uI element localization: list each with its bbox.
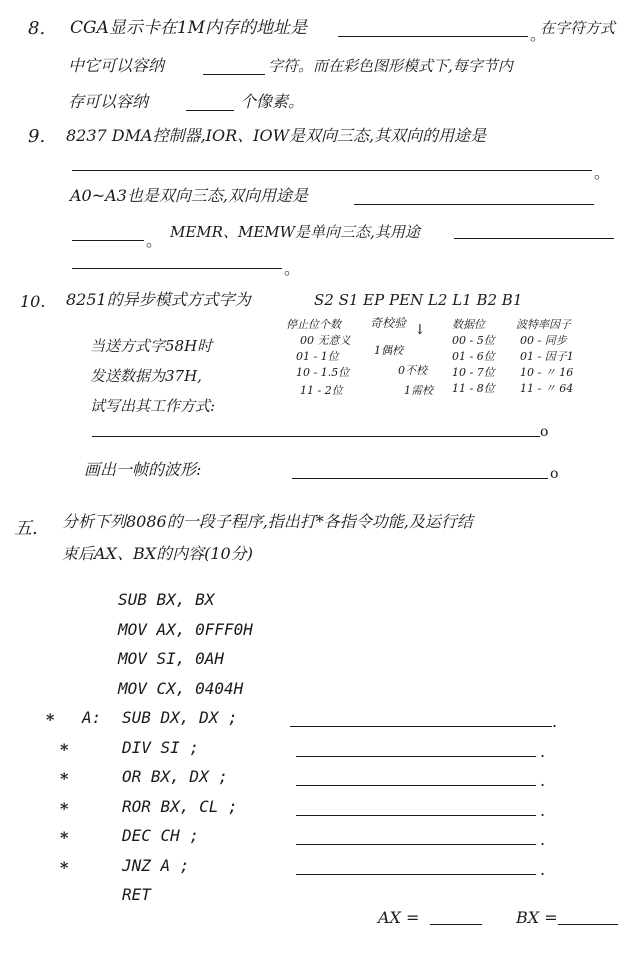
q10-col4-r1: 01 - 因子1 (520, 350, 574, 363)
q9-line1: 8237 DMA控制器,IOR、IOW是双向三态,其双向的用途是 (66, 126, 487, 145)
q10-col2-mid: 1偶校 (374, 344, 403, 357)
q10-col3-r0: 00 - 5位 (452, 334, 495, 347)
q5-number: 五. (14, 518, 38, 539)
q10-col4-r3: 11 - 〃 64 (520, 382, 574, 395)
code-answer-end: . (552, 712, 558, 731)
q10-col4-head: 波特率因子 (516, 318, 571, 331)
q10-blank-1[interactable] (92, 436, 540, 437)
code-label: A: (82, 708, 102, 727)
code-line: SUB DX, DX ; (122, 708, 238, 727)
code-line: SUB BX, BX (118, 590, 215, 609)
q10-title: 8251的异步模式方式字为 (66, 290, 251, 309)
q10-desc1: 当送方式字58H时 (90, 337, 213, 355)
q9-blank-4[interactable] (454, 238, 614, 239)
q10-col1-r1: 01 - 1位 (296, 350, 339, 363)
code-line: MOV CX, 0404H (118, 678, 244, 698)
q10-col3-r2: 10 - 7位 (452, 366, 495, 379)
q10-number: 10. (20, 292, 46, 311)
code-answer-blank[interactable] (296, 844, 536, 845)
q10-col3-r1: 01 - 6位 (452, 350, 495, 363)
q10-col2-r1: 1需校 (404, 384, 433, 397)
q8-blank-2[interactable] (203, 74, 265, 75)
q10-col3-r3: 11 - 8位 (452, 382, 495, 395)
q10-bits: S2 S1 EP PEN L2 L1 B2 B1 (314, 291, 523, 309)
result-bx-blank[interactable] (558, 924, 618, 925)
q10-desc3: 试写出其工作方式: (90, 397, 216, 415)
code-answer-blank[interactable] (296, 874, 536, 875)
q9-blank-5[interactable] (72, 268, 282, 269)
q9-line3: MEMR、MEMW是单向三态,其用途 (170, 223, 420, 241)
q5-line1: 分析下列8086的一段子程序,指出打*各指令功能,及运行结 (62, 512, 473, 531)
code-answer-end: . (540, 800, 546, 820)
q10-arrow: ↓ (414, 322, 426, 338)
q10-col1-r3: 11 - 2位 (300, 384, 343, 397)
q8-number: 8. (28, 18, 46, 39)
q9-blank-3[interactable] (72, 240, 144, 241)
code-answer-end: . (540, 741, 546, 761)
code-answer-blank[interactable] (296, 785, 536, 786)
code-line: JNZ A ; (122, 855, 190, 875)
code-line: OR BX, DX ; (122, 767, 228, 786)
code-star-marker: * (46, 710, 55, 729)
result-bx-label: BX = (516, 908, 558, 927)
code-star-marker: * (60, 828, 69, 847)
q8-line2b: 字符。而在彩色图形模式下,每字节内 (268, 57, 513, 75)
q8-line2a: 中它可以容纳 (68, 56, 165, 75)
result-ax-blank[interactable] (430, 924, 482, 925)
q10-blank-2[interactable] (292, 478, 548, 479)
worksheet-page: 8. CGA显示卡在1M内存的地址是 。 在字符方式 中它可以容纳 字符。而在彩色图形模式下,每字节内 存可以容纳 个像素。 9. 8237 DMA控制器,IOR、IOW是双向三态,其双向的用途是 。 A0~A3也是双向三态,双向用途是 。 MEMR、MEMW是单向三态,其用途 。 10. 8251的异步模式方式字为 S2 S1 EP PEN L2 L1 B2 B1 停止位个数 00 无意义 01 - 1位 10 - 1.5位 11 - 2位 奇校验 1偶校 ↓ 0不校 1需校 数据位 00 - 5位 01 - 6位 10 - 7位 11 - 8位 波特率因子 00 - 同步 01 - 因子1 10 - 〃 16 11 - 〃 64 当送方式字58H时 发送数据为37H, 试写出其工作方式: o 画出一帧的波形: o 五. 分析下列8086的一段子程序,指出打*各指令功能,及运行结 束后AX、BX的内容(10分) SUB BX, BX MOV AX, 0FFF0H MOV SI, 0AH MOV CX, 0404H * A: SUB DX, DX ; . * DIV SI ; . * OR BX, DX ; . * ROR BX, CL ; . * DEC CH ; . * JNZ A ; . RET AX = BX = (0, 0, 630, 965)
q10-col1-r2: 10 - 1.5位 (296, 366, 350, 379)
q9-number: 9. (28, 126, 46, 147)
q10-col4-r0: 00 - 同步 (520, 334, 567, 347)
q8-line1a: CGA显示卡在1M内存的地址是 (70, 18, 308, 38)
code-star-marker: * (60, 798, 69, 818)
code-line: RET (122, 885, 151, 904)
code-line: DEC CH ; (122, 826, 200, 845)
q9-blank-1[interactable] (72, 170, 592, 171)
code-answer-blank[interactable] (290, 726, 552, 727)
q10-col2-r0: 0不校 (398, 364, 427, 377)
q10-col1-head: 停止位个数 (286, 318, 341, 331)
code-line: ROR BX, CL ; (122, 796, 238, 816)
q10-wave-label: 画出一帧的波形: (84, 460, 202, 479)
q8-line3a: 存可以容纳 (68, 92, 149, 111)
code-answer-blank[interactable] (296, 756, 536, 757)
code-answer-blank[interactable] (296, 815, 536, 816)
code-answer-end: . (540, 830, 546, 849)
q10-desc2: 发送数据为37H, (90, 367, 202, 385)
result-ax-label: AX = (378, 908, 420, 927)
q10-col4-r2: 10 - 〃 16 (520, 366, 574, 379)
q8-line1b: 在字符方式 (540, 19, 616, 37)
code-star-marker: * (60, 857, 69, 877)
code-star-marker: * (60, 769, 69, 788)
code-star-marker: * (60, 739, 69, 759)
q9-blank-2[interactable] (354, 204, 594, 205)
q9-line2: A0~A3也是双向三态,双向用途是 (70, 186, 308, 205)
q10-col1-r0: 00 无意义 (300, 334, 351, 347)
q8-line3b: 个像素。 (240, 92, 305, 111)
code-line: DIV SI ; (122, 737, 200, 757)
q8-blank-3[interactable] (186, 110, 234, 111)
code-line: MOV AX, 0FFF0H (118, 619, 253, 639)
code-answer-end: . (540, 771, 546, 790)
code-answer-end: . (540, 859, 546, 879)
code-line: MOV SI, 0AH (118, 649, 224, 668)
q10-col3-head: 数据位 (452, 318, 485, 331)
q10-col2-head: 奇校验 (370, 316, 407, 330)
q8-blank-1[interactable] (338, 36, 528, 37)
q5-line2: 束后AX、BX的内容(10分) (62, 544, 253, 563)
